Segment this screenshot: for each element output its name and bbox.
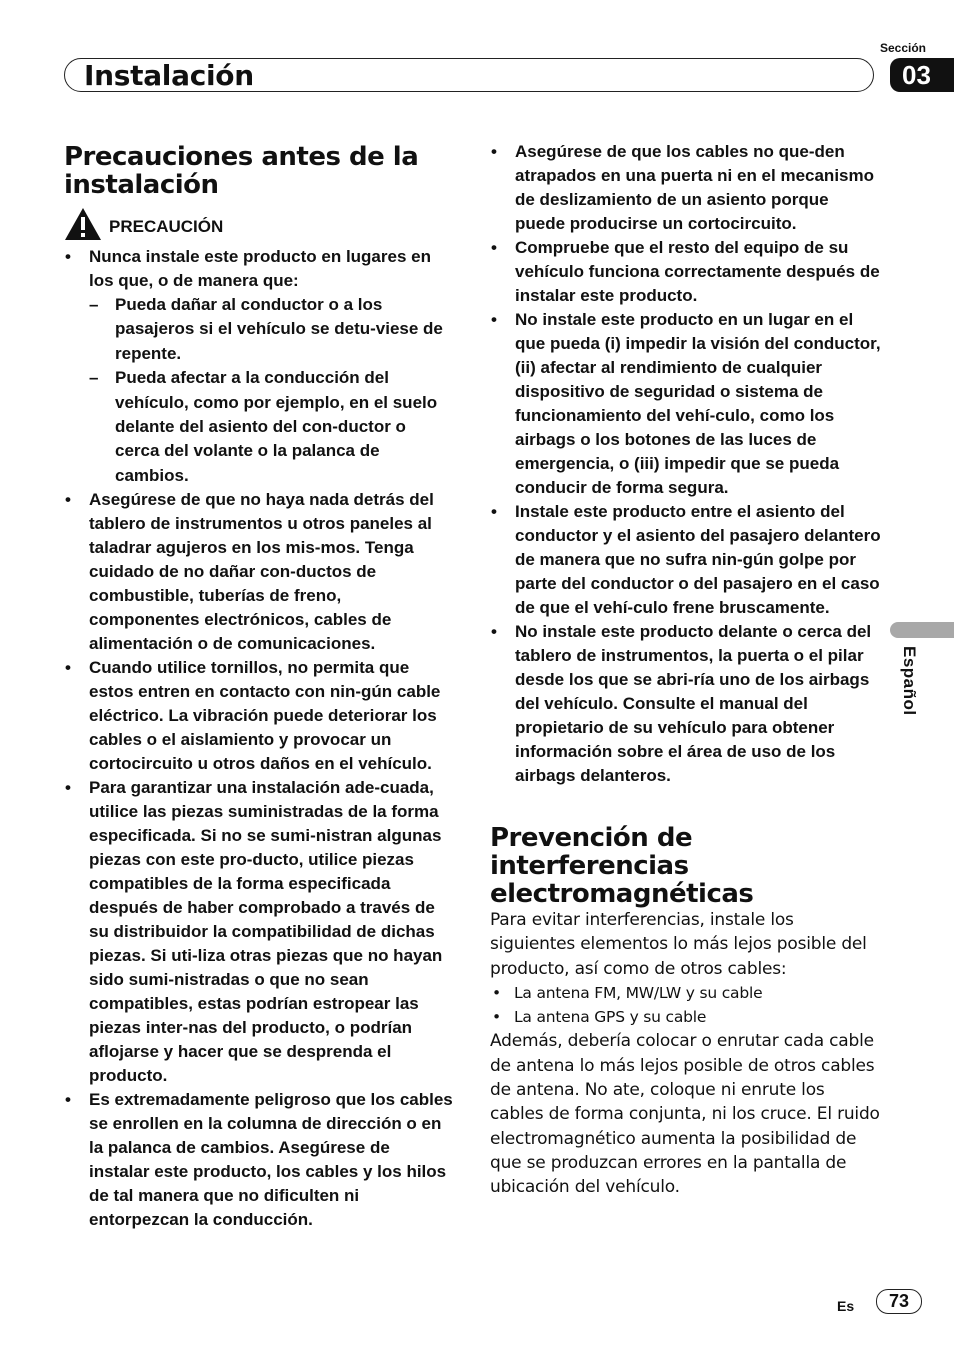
list-item: • Compruebe que el resto del equipo de su vehículo funciona correctamente después de instalar este producto. — [490, 236, 882, 308]
section-label: Sección — [879, 41, 927, 55]
list-item: • No instale este producto delante o cerca del tablero de instrumentos, la puerta o el pilar desde los que se abri-ría uno de los airbags del vehículo. Consulte el manual del propietario de su vehículo para obtener información sobre el área de uso de los airbags delanteros. — [490, 620, 882, 788]
list-item: • La antena FM, MW/LW y su cable — [490, 981, 882, 1005]
list-item-text: Nunca instale este producto en lugares en los que, o de manera que: — [89, 247, 431, 290]
caution-header — [64, 205, 454, 245]
list-item: • Instale este producto entre el asiento del conductor y el asiento del pasajero delantero de manera que no sufra nin-gún golpe por parte del conductor o del pasajero en el caso de que el vehí-culo frene bruscamente. — [490, 500, 882, 620]
list-item: • Asegúrese de que no haya nada detrás del tablero de instrumentos u otros paneles al taladrar agujeros en los mis-mos. Tenga cuidado de no dañar con-ductos de combustible, tuberías de freno, componentes electrónicos, cables de alimentación o de comunicaciones. — [64, 488, 454, 656]
chapter-title: Instalación — [84, 59, 254, 92]
caution-label: PRECAUCIÓN — [109, 217, 224, 236]
list-item: • La antena GPS y su cable — [490, 1005, 882, 1029]
antenna-list — [490, 981, 882, 1030]
section-number-badge: 03 — [890, 58, 954, 92]
language-tab-label: Español — [900, 646, 919, 716]
list-item — [64, 245, 454, 488]
precautions-list-continued — [490, 140, 882, 788]
list-item: • No instale este producto en un lugar en el que pueda (i) impedir la visión del conductor, (ii) afectar al rendimiento de cualquier dispositivo de seguridad o sistema de funcionamiento del vehí-culo, como los airbags o los botones de las luces de emergencia, o (iii) impedir que se pueda conducir de forma segura. — [490, 308, 882, 500]
list-item: • Para garantizar una instalación ade-cuada, utilice las piezas suministradas de la forma especificada. Si no se sumi-nistran algunas piezas con este pro-ducto, utilice piezas compatibles de la forma especificada después de haber comprobado a través de su distribuidor la compatibilidad de dichas piezas. Si uti-liza otras piezas que no hayan sido sumi-nistradas o que no sean compatibles, estas podrían estropear las piezas inter-nas del producto, o podrían aflojarse y hacer que se desprenda el producto. — [64, 776, 454, 1088]
interference-heading: Prevención de interferencias electromagnéticas — [490, 823, 754, 909]
interference-outro: Además, debería colocar o enrutar cada cable de antena lo más lejos posible de otros cables de antena. No ate, coloque ni enrute los cables de forma conjunta, ni los cruce. El ruido electromagnético aumenta la posibilidad de que se produzcan errores en la pantalla de ubicación del vehículo. — [490, 1031, 880, 1198]
left-column — [64, 143, 454, 1232]
sub-list-item: – Pueda afectar a la conducción del vehículo, como por ejemplo, en el suelo delante del asiento del con-ductor o cerca del volante o la palanca de cambios. — [89, 366, 454, 488]
footer-language-code: Es — [837, 1298, 855, 1314]
sub-list — [89, 293, 454, 488]
sub-list-item: – Pueda dañar al conductor o a los pasajeros si el vehículo se detu-viese de repente. — [89, 293, 454, 366]
right-column — [490, 140, 882, 1200]
precautions-heading: Precauciones antes de la instalación — [64, 142, 419, 200]
page-number: 73 — [876, 1289, 922, 1314]
list-item: • Es extremadamente peligroso que los cables se enrollen en la columna de dirección o en la palanca de cambios. Asegúrese de instalar este producto, los cables y los hilos de tal manera que no dificulten ni entorpezcan la conducción. — [64, 1088, 454, 1232]
list-item: • Cuando utilice tornillos, no permita que estos entren en contacto con nin-gún cable eléctrico. La vibración puede deteriorar los cables o el aislamiento y provocar un cortocircuito u otros daños en el vehículo. — [64, 656, 454, 776]
warning-triangle-icon — [64, 207, 102, 241]
list-item: • Asegúrese de que los cables no que-den atrapados en una puerta ni en el mecanismo de deslizamiento de un asiento porque puede producirse un cortocircuito. — [490, 140, 882, 236]
interference-intro: Para evitar interferencias, instale los siguientes elementos lo más lejos posible del producto, así como de otros cables: — [490, 910, 867, 979]
language-tab-bar — [890, 622, 954, 638]
precautions-list — [64, 245, 454, 1232]
